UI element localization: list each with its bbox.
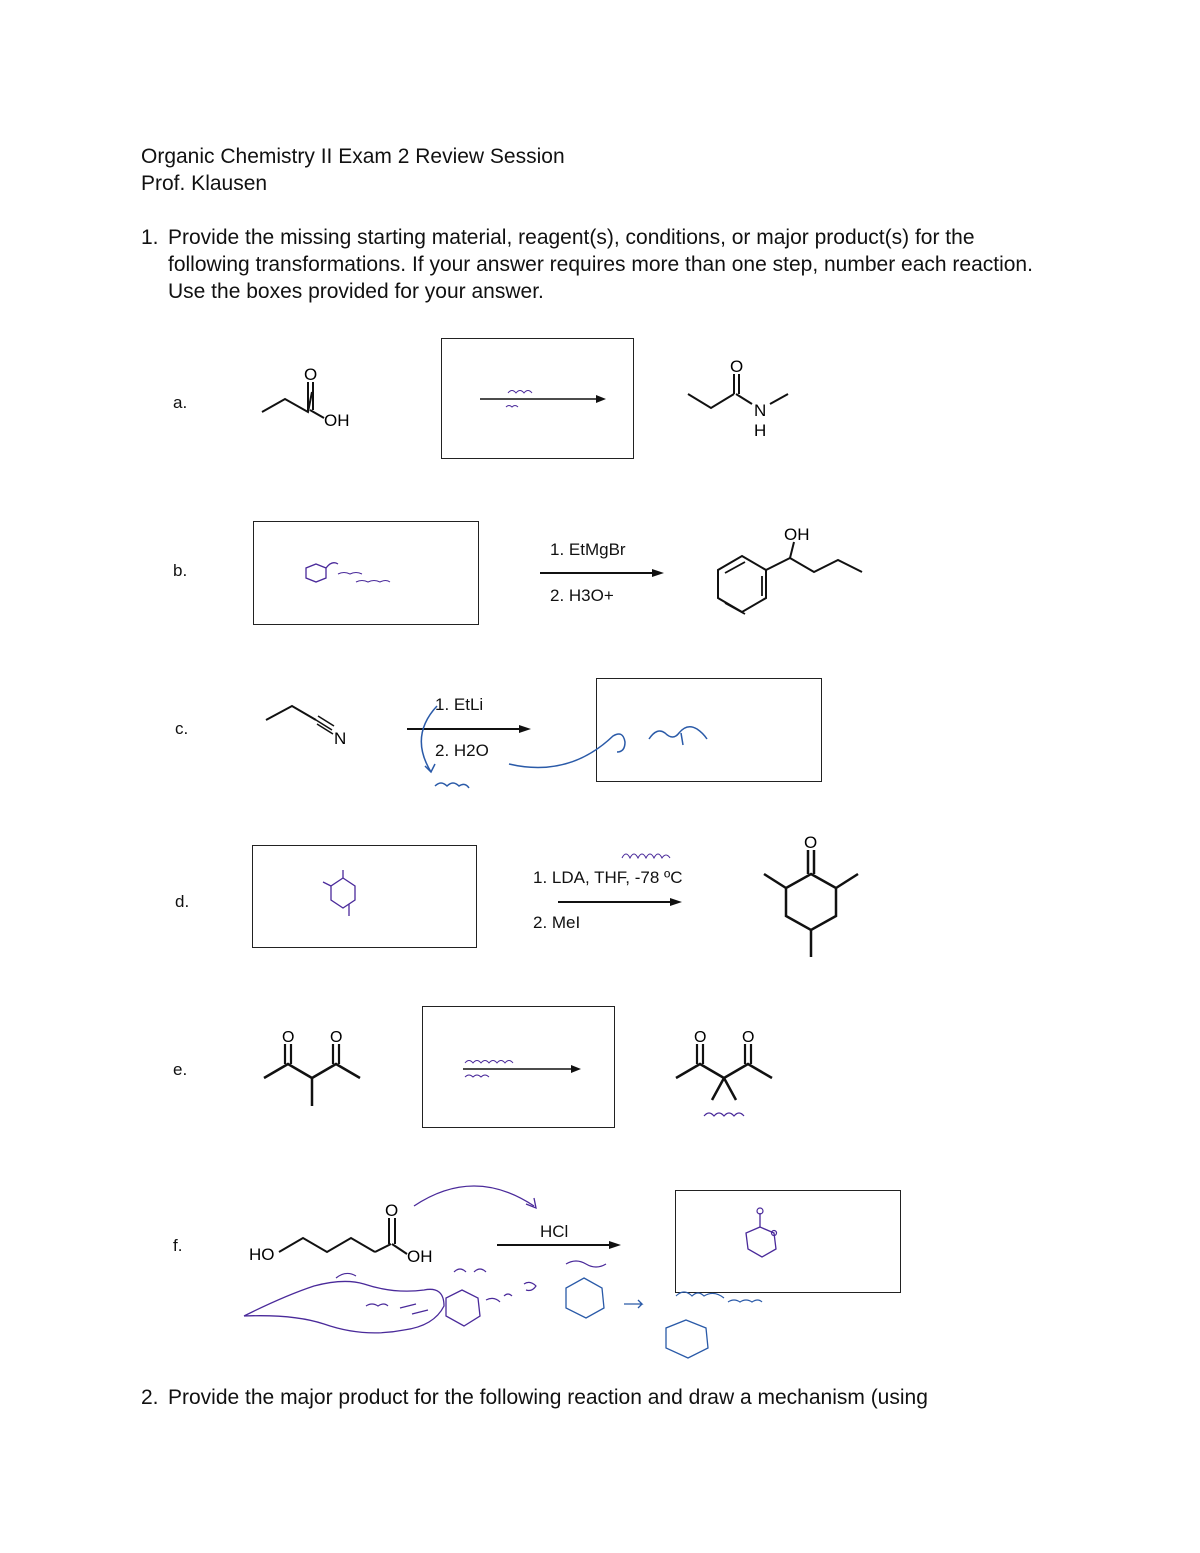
part-d-reaction-arrow — [558, 895, 688, 909]
part-c-nitrogen: N — [334, 729, 347, 748]
part-b-reagent-1: 1. EtMgBr — [550, 540, 626, 559]
part-d-handwritten-answer — [319, 868, 369, 924]
part-b-hydroxyl: OH — [784, 525, 810, 544]
part-a-oxygen: O — [304, 365, 318, 384]
part-f-reagent: HCl — [540, 1222, 569, 1241]
part-d-reagent-1: 1. LDA, THF, -78 ºC — [533, 868, 683, 887]
part-c-handwritten-annotations — [405, 700, 635, 810]
part-d-product — [756, 832, 866, 962]
part-b-letter: b. — [173, 561, 188, 580]
part-d-letter: d. — [175, 892, 190, 911]
part-b-handwritten-answer — [304, 558, 454, 588]
part-f-hydroxyl-right: OH — [407, 1247, 433, 1266]
question-2-number: 2. — [141, 1386, 159, 1409]
part-e-starting-material — [258, 1026, 368, 1110]
document-title: Organic Chemistry II Exam 2 Review Session — [141, 145, 565, 168]
part-e-answer-box[interactable] — [422, 1006, 615, 1128]
part-c-starting-material — [262, 700, 362, 750]
part-c-handwritten-answer — [645, 719, 725, 749]
part-d-reagent-2: 2. MeI — [533, 913, 581, 932]
part-a-nitrogen: N — [754, 401, 767, 420]
question-1-number: 1. — [141, 226, 159, 249]
part-f-curved-arrow — [410, 1176, 550, 1220]
part-a-product-oxygen: O — [730, 357, 744, 376]
part-e-letter: e. — [173, 1060, 188, 1079]
question-1 — [141, 224, 1041, 305]
part-b-reagent-2: 2. H3O+ — [550, 586, 614, 605]
part-c-letter: c. — [175, 719, 189, 738]
part-c-reagent-1: 1. EtLi — [435, 695, 484, 714]
part-c-reagent-2: 2. H2O — [435, 741, 489, 760]
part-e-oxygen-right: O — [330, 1029, 343, 1046]
part-d-answer-box[interactable] — [252, 845, 477, 948]
part-b-answer-box[interactable] — [253, 521, 479, 625]
part-e-oxygen-left: O — [282, 1029, 295, 1046]
part-d-oxygen: O — [804, 833, 818, 852]
question-2-text: Provide the major product for the following reaction and draw a mechanism (using — [168, 1386, 928, 1409]
part-b-product — [706, 524, 886, 624]
part-e-product-oxygen-left: O — [694, 1029, 707, 1046]
part-a-product — [680, 356, 810, 446]
professor-name: Prof. Klausen — [141, 172, 268, 195]
part-a-answer-box[interactable] — [441, 338, 634, 459]
part-b-reaction-arrow — [540, 566, 670, 580]
part-e-product — [670, 1026, 780, 1126]
question-2 — [141, 1384, 1041, 1411]
part-a-hydroxyl: OH — [324, 411, 350, 430]
part-f-oxygen: O — [385, 1201, 399, 1220]
part-f-handwritten-mechanism — [240, 1250, 780, 1370]
question-1-text: Provide the missing starting material, reagent(s), conditions, or major product(s) for the following transformations. If your answer requires more than one step, number each reaction. Use the boxes provided for your answer. — [168, 226, 1033, 303]
part-f-letter: f. — [173, 1236, 183, 1255]
part-a-starting-material — [250, 360, 370, 440]
part-d-handwritten-note — [620, 848, 680, 864]
part-a-handwritten-arrow — [478, 385, 608, 415]
part-a-letter: a. — [173, 393, 188, 412]
part-a-hydrogen: H — [754, 421, 767, 440]
part-e-product-oxygen-right: O — [742, 1029, 755, 1046]
part-e-handwritten-arrow — [461, 1055, 591, 1085]
part-f-hydroxyl-left: HO — [249, 1245, 275, 1264]
